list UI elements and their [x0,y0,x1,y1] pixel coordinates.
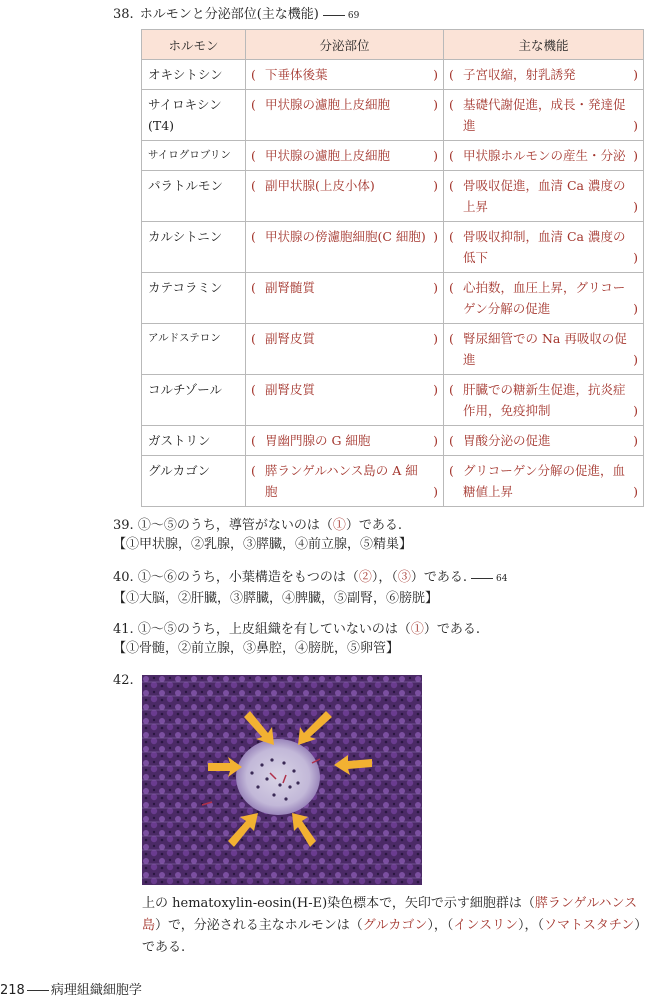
table-row [142,171,644,222]
question-text: ），（ [427,918,454,933]
table-row [142,141,644,171]
answer: ① [332,518,346,533]
secretion-site: ( 副腎皮質 ) [251,379,438,400]
question-40 [113,568,507,608]
hormone-name: カルシトニン [142,222,246,273]
header-site: 分泌部位 [246,30,444,60]
table-header-row [142,30,644,60]
question-text: ①〜⑤のうち，導管がないのは（ [137,518,333,533]
question-41 [113,620,480,658]
question-text: 上の hematoxylin-eosin(H-E)染色標本で，矢印で示す細胞群は（ [142,896,535,911]
choice-list: 【①骨髄，②前立腺，③鼻腔，④膀胱，⑤卵管】 [113,641,400,656]
secretion-site: ( 副腎髄質 ) [251,277,438,298]
hormone-name: カテコラミン [142,273,246,324]
hormone-name: グルカゴン [142,456,246,507]
secretion-site: ( 副腎皮質 ) [251,328,438,349]
answer: ① [410,622,424,637]
main-function: ( 肝臓での糖新生促進，抗炎症作用，免疫抑制 ) [449,379,638,421]
hormone-table [141,29,644,507]
secretion-site: ( 膵ランゲルハンス島の A 細胞 ) [251,460,438,502]
secretion-site: ( 胃幽門腺の G 細胞 ) [251,430,438,451]
question-number: 41. [113,622,134,637]
main-function: ( 骨吸収抑制，血清 Ca 濃度の低下 ) [449,226,638,268]
main-function: ( 骨吸収促進，血清 Ca 濃度の上昇 ) [449,175,638,217]
page-reference: 64 [467,574,507,584]
hormone-name: オキシトシン [142,60,246,90]
question-text: ）である. [423,622,480,637]
book-title: 病理組織細胞学 [50,983,142,998]
question-number: 38. [113,7,134,22]
table-row [142,222,644,273]
secretion-site: ( 副甲状腺(上皮小体) ) [251,175,438,196]
main-function: ( 基礎代謝促進，成長・発達促進 ) [449,94,638,136]
answer: ② [358,570,372,585]
question-number: 39. [113,518,134,533]
question-text: ）である. [345,518,402,533]
table-row [142,324,644,375]
hormone-name: パラトルモン [142,171,246,222]
secretion-site: ( 甲状腺の濾胞上皮細胞 ) [251,94,438,115]
header-function: 主な機能 [444,30,644,60]
main-function: ( 心拍数，血圧上昇，グリコーゲン分解の促進 ) [449,277,638,319]
question-text: ）である. [142,918,641,955]
main-function: ( グリコーゲン分解の促進，血糖値上昇 ) [449,460,638,502]
question-42-text [142,893,642,959]
table-row [142,90,644,141]
answer: 膵ランゲルハンス島 [142,896,638,933]
question-number: 40. [113,570,134,585]
secretion-site: ( 甲状腺の濾胞上皮細胞 ) [251,145,438,166]
hormone-name: コルチゾール [142,375,246,426]
question-text: ホルモンと分泌部位(主な機能) [139,7,319,22]
question-text: ①〜⑥のうち，小葉構造をもつのは（ [137,570,359,585]
secretion-site: ( 下垂体後葉 ) [251,64,438,85]
question-text: ①〜⑤のうち，上皮組織を有していないのは（ [137,622,411,637]
table-row [142,60,644,90]
answer: ③ [397,570,411,585]
answer: グルカゴン [362,918,428,933]
hormone-name: サイログロブリン [142,141,246,171]
hormone-name: アルドステロン [142,324,246,375]
table-row [142,456,644,507]
page-number: 218 [0,983,25,998]
answer: インスリン [453,918,519,933]
footer-dash [27,990,49,991]
header-hormone: ホルモン [142,30,246,60]
main-function: ( 胃酸分泌の促進 ) [449,430,638,451]
main-function: ( 腎尿細管での Na 再吸収の促進 ) [449,328,638,370]
main-function: ( 子宮収縮，射乳誘発 ) [449,64,638,85]
question-text: ），（ [518,918,545,933]
choice-list: 【①大脳，②肝臓，③膵臓，④脾臓，⑤副腎，⑥膀胱】 [113,591,439,606]
page-footer [0,979,142,998]
secretion-site: ( 甲状腺の傍濾胞細胞(C 細胞) ) [251,226,438,247]
main-function: ( 甲状腺ホルモンの産生・分泌 ) [449,145,638,166]
hormone-name: ガストリン [142,426,246,456]
question-text: ），（ [371,570,398,585]
answer: ソマトスタチン [544,918,635,933]
question-38-title [113,3,359,22]
choice-list: 【①甲状腺，②乳腺，③膵臓，④前立腺，⑤精巣】 [113,537,413,552]
question-39 [113,516,412,554]
hormone-name: サイロキシン(T4) [142,90,246,141]
question-text: ）で，分泌される主なホルモンは（ [155,918,363,933]
table-row [142,273,644,324]
table-row [142,426,644,456]
question-text: ）である. [410,570,468,585]
question-number: 42. [113,673,134,688]
he-stained-micrograph [142,675,422,885]
table-row [142,375,644,426]
micrograph-image [142,675,422,885]
islet-region [236,739,320,815]
page-reference: 69 [319,11,359,21]
